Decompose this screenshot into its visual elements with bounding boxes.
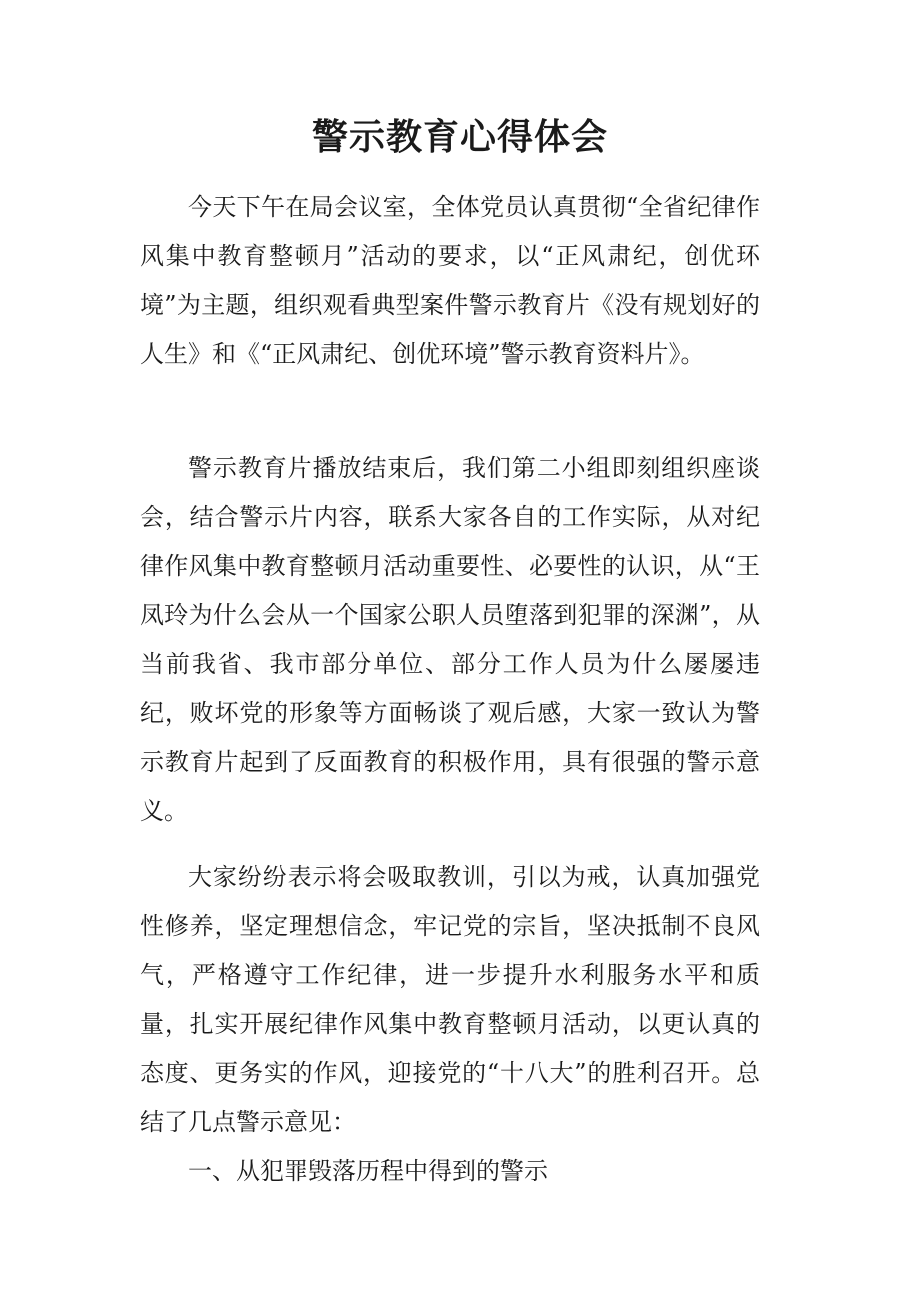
- paragraph-2: 警示教育片播放结束后，我们第二小组即刻组织座谈会，结合警示片内容，联系大家各自的工作实际，从对纪律作风集中教育整顿月活动重要性、必要性的认识，从“王凤玲为什么会从一个国家公职人员堕落到犯罪的深渊”，从当前我省、我市部分单位、部分工作人员为什么屡屡违纪，败坏党的形象等方面畅谈了观后感，大家一致认为警示教育片起到了反面教育的积极作用，具有很强的警示意义。: [140, 454, 760, 825]
- paragraph-1: 今天下午在局会议室，全体党员认真贯彻“全省纪律作风集中教育整顿月”活动的要求，以“正风肃纪，创优环境”为主题，组织观看典型案件警示教育片《没有规划好的人生》和《“正风肃纪、创优环境”警示教育资料片》。: [140, 193, 760, 368]
- document-title: 警示教育心得体会: [311, 116, 608, 158]
- section-heading: 一、从犯罪毁落历程中得到的警示: [188, 1157, 548, 1185]
- paragraph-3: 大家纷纷表示将会吸取教训，引以为戒，认真加强党性修养，坚定理想信念，牢记党的宗旨，坚决抵制不良风气，严格遵守工作纪律，进一步提升水利服务水平和质量，扎实开展纪律作风集中教育整顿月活动，以更认真的态度、更务实的作风，迎接党的“十八大”的胜利召开。总结了几点警示意见：: [140, 863, 760, 1136]
